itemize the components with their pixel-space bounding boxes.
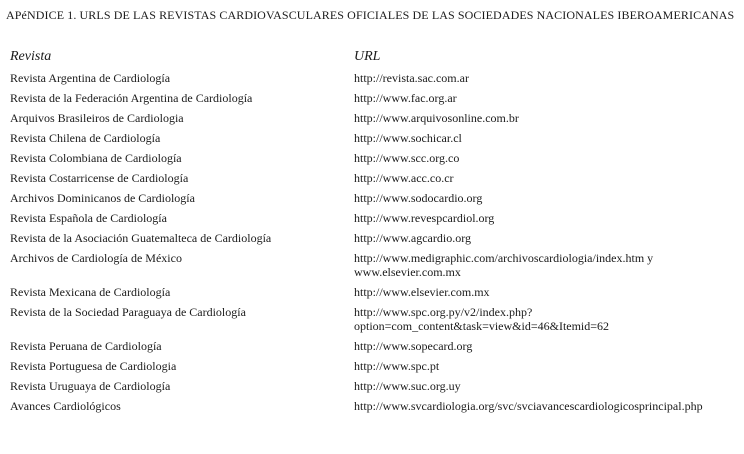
journal-url: http://revista.sac.com.ar [354, 71, 469, 85]
journal-name: Revista Uruguaya de Cardiología [10, 379, 171, 393]
journal-url: http://www.spc.pt [354, 359, 440, 373]
journal-name: Avances Cardiológicos [10, 399, 121, 413]
journal-url: http://www.scc.org.co [354, 151, 460, 165]
table-row [10, 339, 730, 359]
journal-url: http://www.revespcardiol.org [354, 211, 495, 225]
table-row [10, 305, 730, 339]
journal-url: http://www.spc.org.py/v2/index.php? option=com_content&task=view&id=46&Itemid=62 [354, 305, 610, 333]
journal-url: http://www.elsevier.com.mx [354, 285, 490, 299]
table-row [10, 379, 730, 399]
journal-name: Revista de la Asociación Guatemalteca de Cardiología [10, 231, 272, 245]
table-row [10, 91, 730, 111]
table-header [10, 49, 730, 67]
journal-url: http://www.medigraphic.com/archivoscardiologia/index.htm y www.elsevier.com.mx [354, 251, 654, 279]
journal-url: http://www.sopecard.org [354, 339, 473, 353]
journal-name: Revista Mexicana de Cardiología [10, 285, 171, 299]
journal-name: Revista Chilena de Cardiología [10, 131, 161, 145]
table-row [10, 191, 730, 211]
table-row [10, 251, 730, 285]
table-row [10, 171, 730, 191]
journal-name: Revista Portuguesa de Cardiologia [10, 359, 177, 373]
journal-url: http://www.suc.org.uy [354, 379, 461, 393]
table-row [10, 211, 730, 231]
journal-name: Revista Peruana de Cardiología [10, 339, 162, 353]
journal-url: http://www.acc.co.cr [354, 171, 454, 185]
table-row [10, 131, 730, 151]
table-row [10, 399, 730, 419]
table-row [10, 111, 730, 131]
table-row [10, 359, 730, 379]
journal-name: Archivos Dominicanos de Cardiología [10, 191, 195, 205]
journal-url: http://www.sochicar.cl [354, 131, 462, 145]
journal-name: Arquivos Brasileiros de Cardiologia [10, 111, 184, 125]
journal-name: Revista de la Sociedad Paraguaya de Cardiología [10, 305, 246, 319]
table-row [10, 71, 730, 91]
journal-url: http://www.arquivosonline.com.br [354, 111, 519, 125]
journal-url: http://www.agcardio.org [354, 231, 471, 245]
journal-url: http://www.sodocardio.org [354, 191, 483, 205]
appendix-title: APéNDICE 1. URLS DE LAS REVISTAS CARDIOVASCULARES OFICIALES DE LAS SOCIEDADES NACIONALES IBEROAMERICANAS [6, 8, 735, 22]
journal-url: http://www.fac.org.ar [354, 91, 457, 105]
header-revista: Revista [10, 49, 52, 64]
table-row [10, 231, 730, 251]
journal-name: Revista Costarricense de Cardiología [10, 171, 189, 185]
journal-name: Revista de la Federación Argentina de Cardiología [10, 91, 253, 105]
table-row [10, 285, 730, 305]
journal-name: Archivos de Cardiología de México [10, 251, 182, 265]
journal-name: Revista Argentina de Cardiología [10, 71, 171, 85]
journal-url: http://www.svcardiologia.org/svc/svciavancescardiologicosprincipal.php [354, 399, 703, 413]
journal-table [10, 71, 730, 419]
journal-name: Revista Colombiana de Cardiología [10, 151, 182, 165]
table-row [10, 151, 730, 171]
journal-name: Revista Española de Cardiología [10, 211, 167, 225]
header-url: URL [354, 49, 381, 64]
